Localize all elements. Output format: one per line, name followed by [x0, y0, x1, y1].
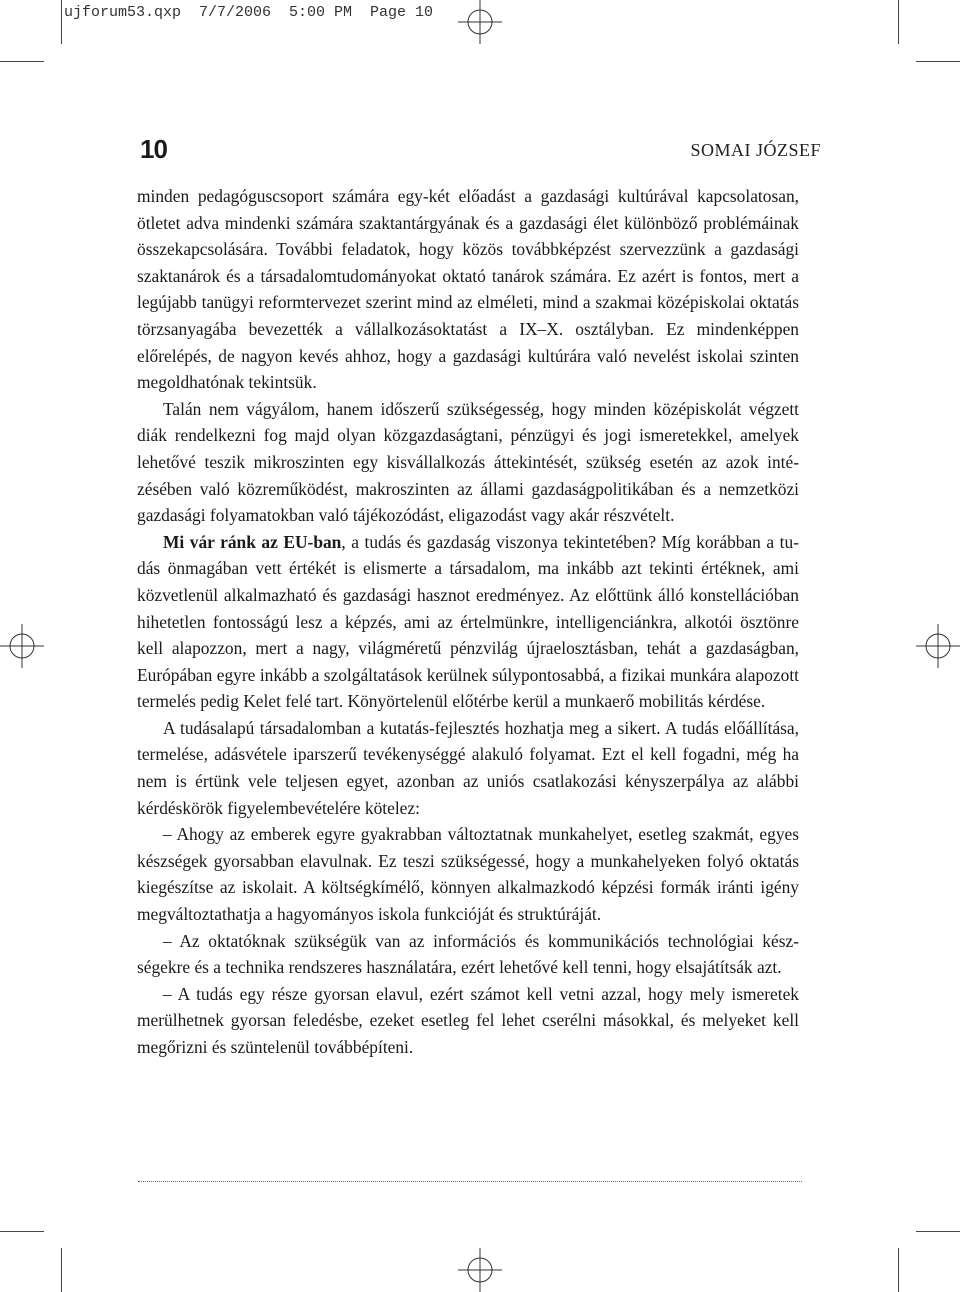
registration-mark-left	[0, 624, 44, 668]
paragraph-4	[137, 715, 799, 821]
bullet-paragraph-1	[137, 821, 799, 927]
paragraph-text: minden pedagóguscsoport számára egy-két előadást a gazdasági kultúrával kapcsolatosan, ötletet adva mindenki számára szaktantárgyának és a gazdasági élet különböző problémáinak összekapcsolására. További feladatok, hogy közös továbbképzést szervezzünk a gazdasági szaktanárok és a társadalomtudományokat oktató tanárok számára. Ez azért is fontos, mert a legújabb tanügyi reformtervezet szerint mind az elméleti, mind a szakmai középiskolai oktatás törzsanyagába bevezették a vállalkozásoktatást a IX–X. osztályban. Ez mindenképpen előrelépés, de nagyon kevés ahhoz, hogy a gazdasági kultúrára való nevelést iskolai szinten megoldhatónak tekintsük.	[137, 186, 799, 393]
paragraph-text: – Az oktatóknak szükségük van az információs és kommunikációs technológiai készségekre és a technika rendszeres használatára, ezért lehetővé kell tenni, hogy elsajátítsák azt.	[137, 930, 799, 978]
paragraph-text: – A tudás egy része gyorsan elavul, ezért számot kell vetni azzal, hogy mely ismeretek merülhetnek gyorsan feledésbe, ezeket esetleg fel lehet cserélni másokkal, és melyeket kell megőrizni és szüntelenül továbbépíteni.	[137, 983, 799, 1057]
registration-mark-bottom	[458, 1248, 502, 1292]
bullet-paragraph-2	[137, 928, 799, 981]
crop-mark-top-left-h	[0, 61, 44, 62]
registration-mark-right	[916, 624, 960, 668]
running-head-author: SOMAI JÓZSEF	[690, 140, 821, 160]
article-body	[137, 183, 799, 1061]
footer-dotted-rule	[138, 1181, 802, 1182]
registration-mark-top	[458, 0, 502, 44]
paragraph-1	[137, 183, 799, 396]
paragraph-text: A tudásalapú társadalomban a kutatás-fejlesztés hozhatja meg a sikert. A tudás előállítása, termelése, adásvétele iparszerű tevékenységgé alakuló folyamat. Ezt el kell fogadni, még ha nem is értünk vele teljesen egyet, azonban az uniós csatlakozási kényszerpálya az alábbi kérdéskörök figyelembevételére kötelez:	[137, 717, 799, 818]
paragraph-lead-in: Mi vár ránk az EU-ban	[163, 531, 342, 552]
bullet-paragraph-3	[137, 981, 799, 1061]
crop-mark-top-left	[61, 0, 62, 44]
paragraph-3	[137, 529, 799, 715]
crop-mark-bottom-left-h	[0, 1231, 44, 1232]
page-number: 10	[140, 134, 167, 164]
paragraph-2	[137, 396, 799, 529]
crop-mark-top-right-h	[916, 61, 960, 62]
printer-slug: ujforum53.qxp 7/7/2006 5:00 PM Page 10	[64, 4, 434, 21]
crop-mark-top-right	[898, 0, 899, 44]
crop-mark-bottom-right-h	[916, 1231, 960, 1232]
paragraph-text: – Ahogy az emberek egyre gyakrabban változtatnak munkahelyet, esetleg szakmát, egyes készségek gyorsabban elavulnak. Ez teszi szükségessé, hogy a munkahelyeken folyó oktatás kiegészítse az iskolait. A költségkímélő, könnyen alkalmazkodó képzési formák iránti igény megváltoztathatja a hagyományos iskola funkcióját és struktúráját.	[137, 824, 799, 925]
paragraph-text: , a tudás és gazdaság viszonya tekintetében? Míg korábban a tudás önmagában vett értékét is elismerte a társadalom, ma inkább azt tekinti értéknek, ami közvetlenül alkalmazható és gazdasági hasznot eredményez. Az előttünk álló konstellációban hihetetlen fontosságú lesz a képzés, ami az értelmünkre, intelligenciánkra, alkotói ösztönre kell alapozzon, mert a nagy, világméretű pénzvilág újraelosztásban, tehát a gazdaságban, Európában egyre inkább a szolgáltatások kerülnek súlypontosabbá, a fizikai munkára alapozott termelés pedig Kelet felé tart. Könyörtelenül előtérbe kerül a munkaerő mobilitás kérdése.	[137, 531, 799, 712]
crop-mark-bottom-right	[898, 1248, 899, 1292]
crop-mark-bottom-left	[61, 1248, 62, 1292]
paragraph-text: Talán nem vágyálom, hanem időszerű szükségesség, hogy minden középiskolát végzett diák rendelkezni fog majd olyan közgazdaságtani, pénzügyi és jogi ismeretekkel, amelyek lehetővé teszik mikroszinten egy kisvállalkozás áttekintését, szükség esetén az azok intézésében való közreműködést, makroszinten az állami gazdaságpolitikában és a nemzetközi gazdasági folyamatokban való tájékozódást, eligazodást vagy akár részvételt.	[137, 398, 799, 526]
